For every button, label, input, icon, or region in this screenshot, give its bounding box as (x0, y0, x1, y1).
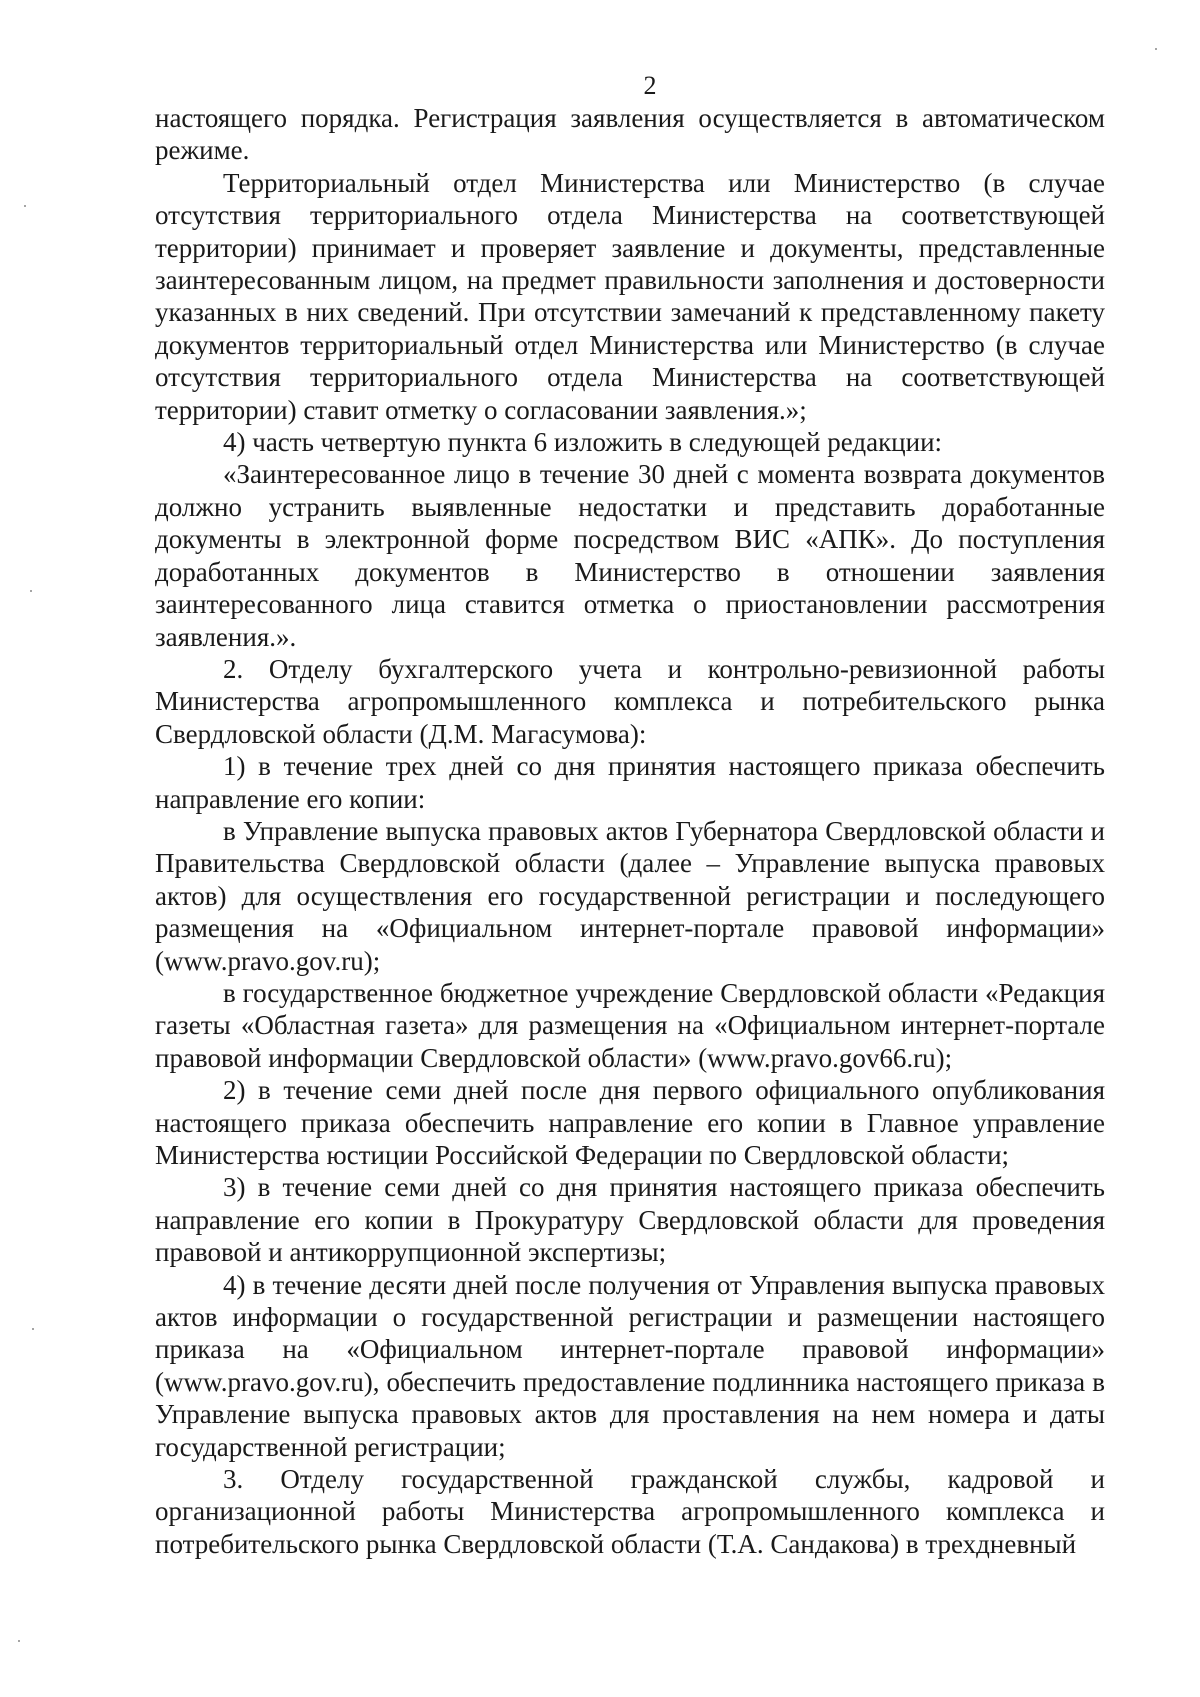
scan-speck (18, 1640, 20, 1642)
scan-speck (1155, 48, 1157, 50)
paragraph-section-2-item-4: 4) в течение десяти дней после получения от Управления выпуска правовых актов информации о государственной регистрации и размещении настоящего приказа на «Официальном интернет-портале правовой информации» (www.pravo.gov.ru), обеспечить предоставление подлинника настоящего приказа в Управление выпуска правовых актов для проставления на нем номера и даты государственной регистрации; (155, 1269, 1105, 1462)
page-number: 2 (643, 71, 657, 100)
scan-speck (24, 205, 26, 207)
scan-speck (32, 1328, 34, 1330)
paragraph-legal-acts-office: в Управление выпуска правовых актов Губернатора Свердловской области и Правительства Свердловской области (далее – Управление выпуска правовых актов) для осуществления его государственной регистрации и последующего размещения на «Официальном интернет-портале правовой информации» (www.pravo.gov.ru); (155, 815, 1105, 976)
paragraph-section-2-item-1: 1) в течение трех дней со дня принятия настоящего приказа обеспечить направление его копии: (155, 751, 1105, 814)
paragraph-continuation: настоящего порядка. Регистрация заявления осуществляется в автоматическом режиме. (155, 103, 1105, 166)
paragraph-territorial-department: Территориальный отдел Министерства или Министерство (в случае отсутствия территориального отдела Министерства на соответствующей территории) принимает и проверяет заявление и документы, представленные заинтересованным лицом, на предмет правильности заполнения и достоверности указанных в них сведений. При отсутствии замечаний к представленному пакету документов территориальный отдел Министерства или Министерство (в случае отсутствия территориального отдела Министерства на соответствующей территории) ставит отметку о согласовании заявления.»; (155, 167, 1105, 425)
paragraph-section-2-item-3: 3) в течение семи дней со дня принятия настоящего приказа обеспечить направление его копии в Прокуратуру Свердловской области для проведения правовой и антикоррупционной экспертизы; (155, 1172, 1105, 1268)
paragraph-oblastnaya-gazeta: в государственное бюджетное учреждение Свердловской области «Редакция газеты «Областная газета» для размещения на «Официальном интернет-портале правовой информации Свердловской области» (www.pravo.gov66.ru); (155, 977, 1105, 1073)
paragraph-quoted-amendment: «Заинтересованное лицо в течение 30 дней с момента возврата документов должно устранить выявленные недостатки и представить доработанные документы в электронной форме посредством ВИС «АПК». До поступления доработанных документов в Министерство в отношении заявления заинтересованного лица ставится отметка о приостановлении рассмотрения заявления.». (155, 459, 1105, 652)
paragraph-section-3: 3. Отделу государственной гражданской службы, кадровой и организационной работы Министерства агропромышленного комплекса и потребительского рынка Свердловской области (Т.А. Сандакова) в трехдневный (155, 1464, 1105, 1559)
paragraph-section-2: 2. Отделу бухгалтерского учета и контрольно-ревизионной работы Министерства агропромышленного комплекса и потребительского рынка Свердловской области (Д.М. Магасумова): (155, 653, 1105, 749)
paragraph-item-4: 4) часть четвертую пункта 6 изложить в следующей редакции: (223, 427, 943, 458)
scan-speck (30, 590, 32, 592)
document-body (155, 102, 1105, 1560)
paragraph-section-2-item-2: 2) в течение семи дней после дня первого официального опубликования настоящего приказа обеспечить направление его копии в Главное управление Министерства юстиции Российской Федерации по Свердловской области; (155, 1075, 1105, 1170)
